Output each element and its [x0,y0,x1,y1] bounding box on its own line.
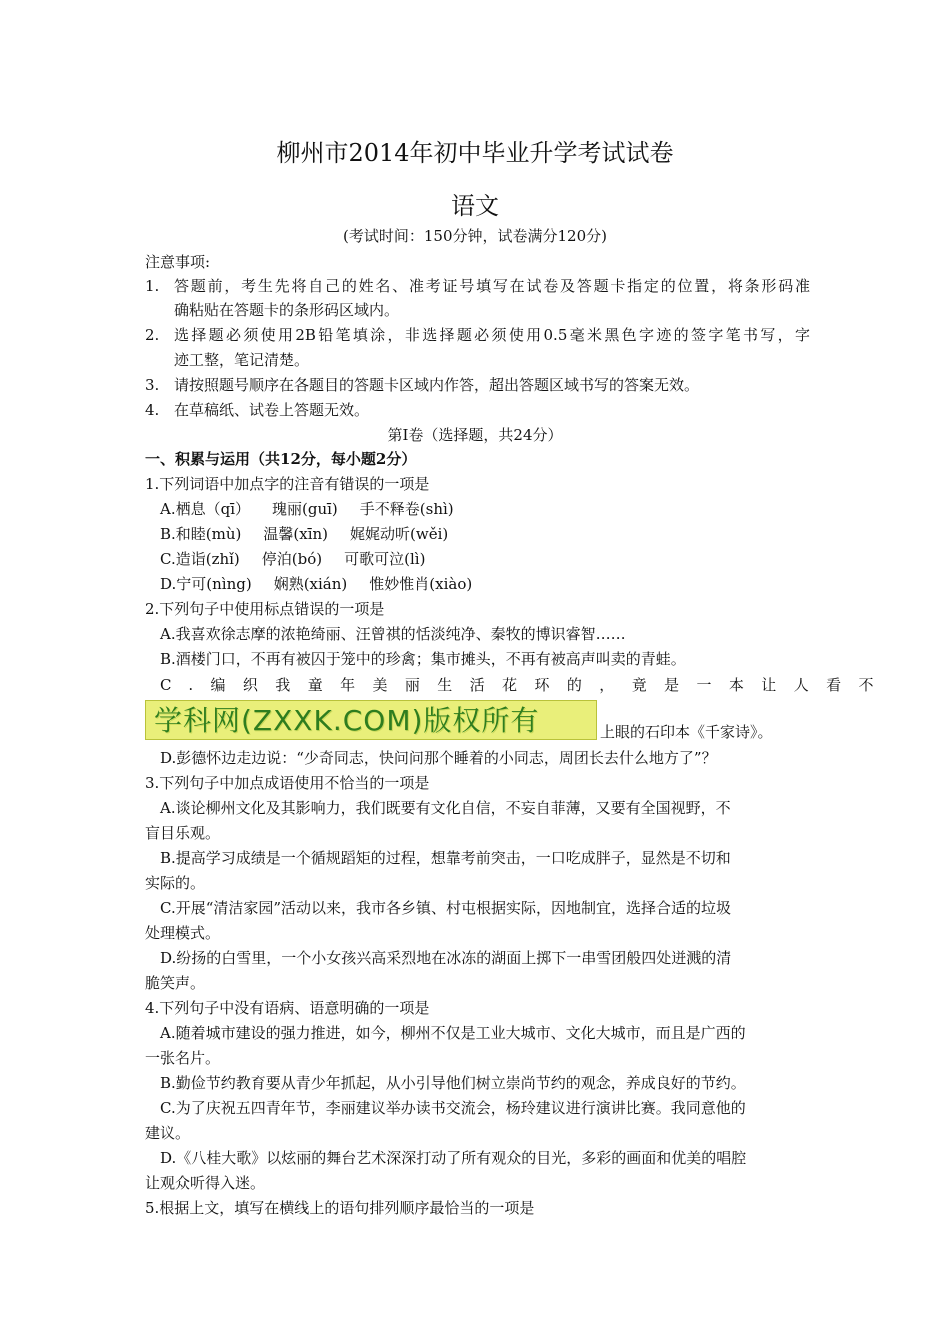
option-word: 瑰丽(guī) [272,500,338,518]
question-2-option-b: B.酒楼门口，不再有被囚于笼中的珍禽；集市摊头，不再有被高声叫卖的青蛙。 [160,650,686,668]
question-2-option-a: A.我喜欢徐志摩的浓艳绮丽、汪曾祺的恬淡纯净、秦牧的博识睿智…… [160,625,626,643]
notice-item-text: 请按照题号顺序在各题目的答题卡区域内作答，超出答题区域书写的答案无效。 [174,376,700,394]
question-2-stem: 2.下列句子中使用标点错误的一项是 [145,600,385,618]
option-word: 惟妙惟肖(xiào) [369,575,473,593]
option-word: 手不释卷(shì) [359,500,454,518]
question-3-option-b-continued: 实际的。 [145,874,206,892]
option-word: 娴熟(xián) [273,575,348,593]
option-word: 娓娓动听(wěi) [350,525,449,543]
option-word: 停泊(bó) [261,550,323,568]
option-word: D.宁可(nìng) [160,575,252,593]
question-4-option-d-continued: 让观众听得入迷。 [145,1174,266,1192]
question-4-option-a: A.随着城市建设的强力推进，如今，柳州不仅是工业大城市、文化大城市，而且是广西的 [160,1024,746,1042]
question-4-option-b: B.勤俭节约教育要从青少年抓起，从小引导他们树立崇尚节约的观念，养成良好的节约。 [160,1074,746,1092]
question-3-option-c-continued: 处理模式。 [145,924,221,942]
question-1-option-d [160,572,825,596]
question-2-option-d: D.彭德怀边走边说：“少奇同志，快问问那个睡着的小同志，周团长去什么地方了”？ [160,749,717,767]
question-1-option-b [160,522,825,546]
question-1-option-a [160,497,825,521]
option-word: C.造诣(zhǐ) [160,550,240,568]
option-word: A.栖息（qī） [160,500,251,518]
question-4-option-a-continued: 一张名片。 [145,1049,221,1067]
question-4-option-c: C.为了庆祝五四青年节，李丽建议举办读书交流会，杨玲建议进行演讲比赛。我同意他的 [160,1099,746,1117]
question-2-option-c-continued: 上眼的石印本《千家诗》。 [600,723,773,741]
question-3-option-a-continued: 盲目乐观。 [145,824,221,842]
notice-item-text: 迹工整，笔记清楚。 [174,351,310,369]
watermark-stamp: 学科网(ZXXK.COM)版权所有 [145,700,597,740]
exam-title: 柳州市2014年初中毕业升学考试试卷 [276,139,674,167]
question-5-stem: 5.根据上文，填写在横线上的语句排列顺序最恰当的一项是 [145,1199,535,1217]
question-1-option-c [160,547,825,571]
question-3-stem: 3.下列句子中加点成语使用不恰当的一项是 [145,774,430,792]
notice-item-text: 在草稿纸、试卷上答题无效。 [174,401,370,419]
question-3-option-d: D.纷扬的白雪里，一个小女孩兴高采烈地在冰冻的湖面上掷下一串雪团般四处迸溅的清 [160,949,732,967]
subject-title: 语文 [451,192,499,220]
notice-item-text: 选择题必须使用2B铅笔填涂，非选择题必须使用0.5毫米黑色字迹的签字笔书写，字 [174,326,810,344]
notice-item-text: 答题前，考生先将自己的姓名、准考证号填写在试卷及答题卡指定的位置，将条形码准 [174,277,810,295]
question-3-option-d-continued: 脆笑声。 [145,974,206,992]
notice-item-number: 1. [145,277,160,295]
volume-heading: 第Ⅰ卷（选择题，共24分） [387,426,563,444]
question-3-option-a: A.谈论柳州文化及其影响力，我们既要有文化自信，不妄自菲薄，又要有全国视野，不 [160,799,731,817]
notice-heading: 注意事项: [145,253,211,271]
notice-item-number: 4. [145,401,160,419]
notice-item-number: 2. [145,326,160,344]
question-3-option-c: C.开展“清洁家园”活动以来，我市各乡镇、村屯根据实际，因地制宜，选择合适的垃圾 [160,899,732,917]
option-word: 可歌可泣(lì) [344,550,426,568]
question-3-option-b: B.提高学习成绩是一个循规蹈矩的过程，想靠考前突击，一口吃成胖子，显然是不切和 [160,849,731,867]
part-heading: 一、积累与运用（共12分，每小题2分） [145,450,417,468]
question-1-stem: 1.下列词语中加点字的注音有错误的一项是 [145,475,430,493]
question-4-option-c-continued: 建议。 [145,1124,191,1142]
exam-info: (考试时间：150分钟，试卷满分120分) [343,227,607,245]
notice-item-text: 确粘贴在答题卡的条形码区域内。 [174,301,400,319]
question-4-stem: 4.下列句子中没有语病、语意明确的一项是 [145,999,430,1017]
option-word: B.和睦(mù) [160,525,242,543]
option-word: 温馨(xīn) [263,525,329,543]
question-2-option-c: C.编织我童年美丽生活花环的，竟是一本让人看不 [160,676,891,694]
question-4-option-d: D.《八桂大歌》以炫丽的舞台艺术深深打动了所有观众的目光，多彩的画面和优美的唱腔 [160,1149,747,1167]
notice-item-number: 3. [145,376,160,394]
